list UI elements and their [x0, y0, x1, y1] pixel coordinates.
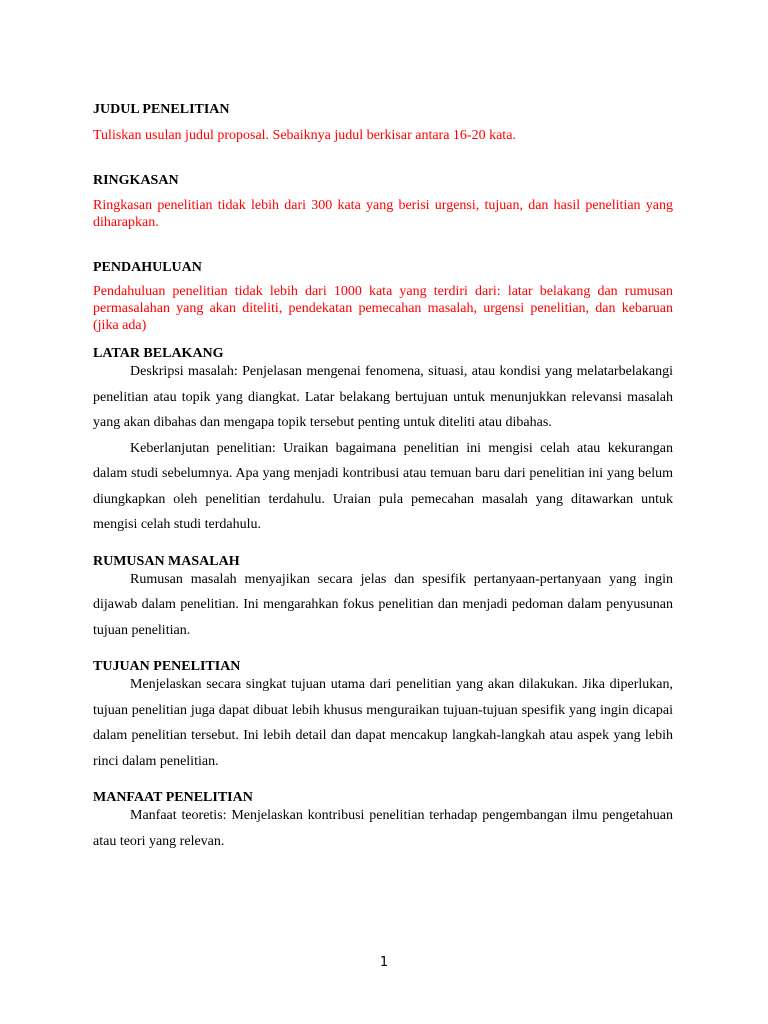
paragraph-rumusan-masalah: Rumusan masalah menyajikan secara jelas dan spesifik pertanyaan-pertanyaan yang ingin dijawab dalam penelitian. Ini mengarahkan fokus penelitian dan menjadi pedoman dalam penyusunan tujuan penelitian. — [93, 571, 673, 638]
paragraph-manfaat-penelitian: Manfaat teoretis: Menjelaskan kontribusi penelitian terhadap pengembangan ilmu pengetahuan atau teori yang relevan. — [93, 808, 673, 849]
heading-rumusan-masalah: RUMUSAN MASALAH — [93, 553, 240, 569]
instruction-ringkasan: Ringkasan penelitian tidak lebih dari 300 kata yang berisi urgensi, tujuan, dan hasil penelitian yang diharapkan. — [93, 198, 673, 230]
heading-latar-belakang: LATAR BELAKANG — [93, 346, 224, 361]
heading-ringkasan: RINGKASAN — [93, 173, 179, 188]
heading-pendahuluan: PENDAHULUAN — [93, 260, 202, 275]
page-number: 1 — [379, 955, 389, 970]
instruction-judul: Tuliskan usulan judul proposal. Sebaiknya judul berkisar antara 16-20 kata. — [93, 128, 516, 143]
instruction-pendahuluan: Pendahuluan penelitian tidak lebih dari 1000 kata yang terdiri dari: latar belakang dan rumusan permasalahan yang akan diteliti, pendekatan pemecahan masalah, urgensi penelitian, dan kebaruan (jika ada) — [93, 284, 673, 333]
heading-judul-penelitian: JUDUL PENELITIAN — [93, 102, 230, 117]
heading-tujuan-penelitian: TUJUAN PENELITIAN — [93, 659, 241, 674]
heading-manfaat-penelitian: MANFAAT PENELITIAN — [93, 790, 253, 805]
paragraph-latar-belakang-2: Keberlanjutan penelitian: Uraikan bagaimana penelitian ini mengisi celah atau kekurangan dalam studi sebelumnya. Apa yang menjadi kontribusi atau temuan baru dari penelitian ini yang belum diungkapkan oleh penelitian terdahulu. Uraian pula pemecahan masalah yang ditawarkan untuk mengisi celah studi terdahulu. — [93, 440, 673, 532]
paragraph-latar-belakang-1: Deskripsi masalah: Penjelasan mengenai fenomena, situasi, atau kondisi yang melatarbelakangi penelitian atau topik yang diangkat. Latar belakang bertujuan untuk menunjukkan relevansi masalah yang akan dibahas dan mengapa topik tersebut penting untuk diteliti atau dibahas. — [93, 364, 673, 430]
paragraph-tujuan-penelitian: Menjelaskan secara singkat tujuan utama dari penelitian yang akan dilakukan. Jika diperlukan, tujuan penelitian juga dapat dibuat lebih khusus menguraikan tujuan-tujuan spesifik yang ingin dicapai dalam penelitian tersebut. Ini lebih detail dan dapat mencakup langkah-langkah atau aspek yang lebih rinci dalam penelitian. — [93, 677, 673, 769]
document-content — [93, 101, 673, 854]
